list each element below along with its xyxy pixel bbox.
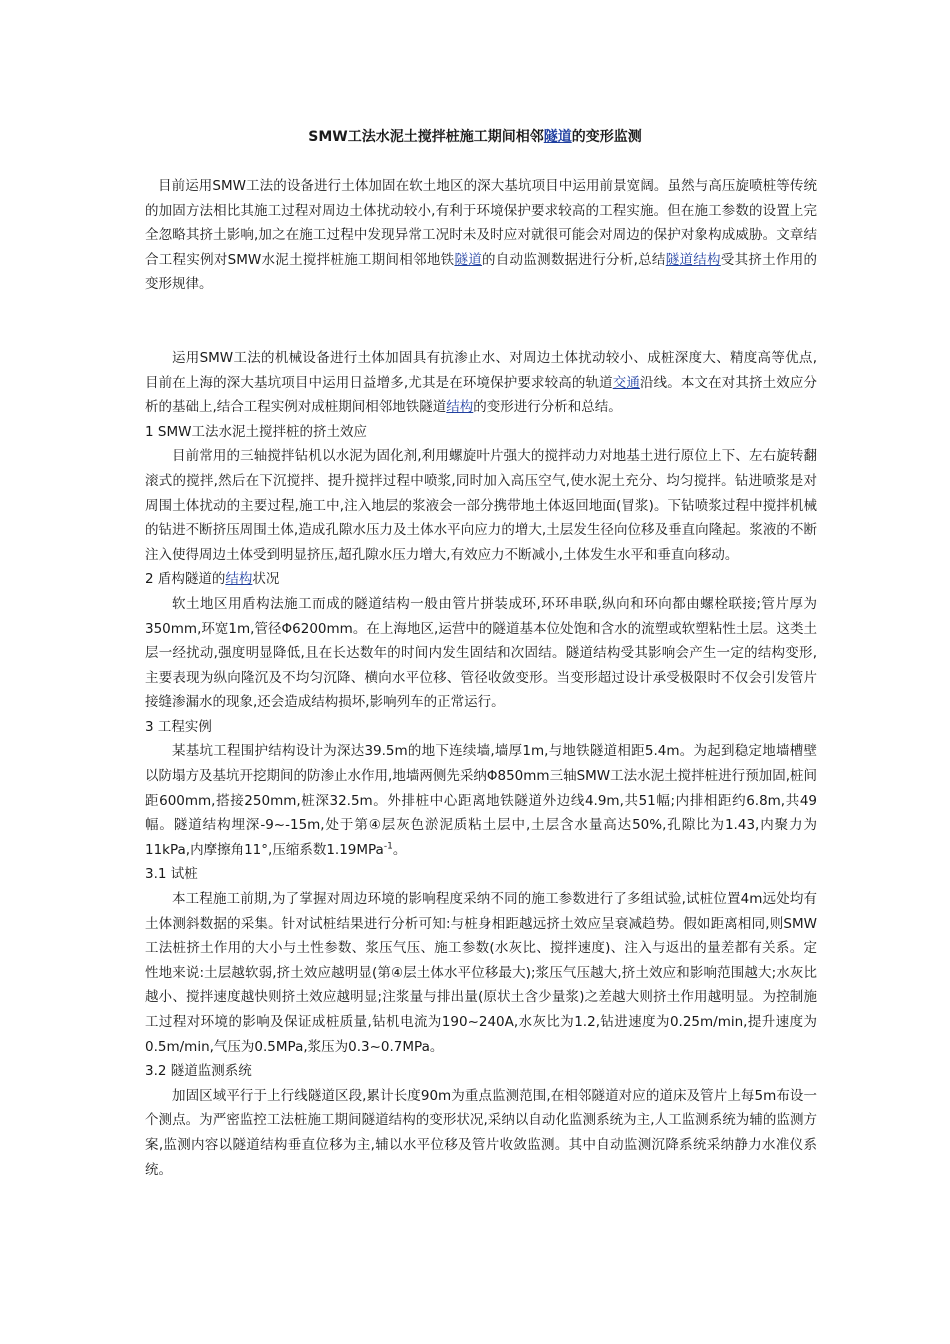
link-tunnel-structure[interactable]: 隧道结构	[665, 251, 721, 268]
section-3-2-heading: 3.2 隧道监测系统	[145, 1063, 252, 1080]
title-text-pre: SMW工法水泥土搅拌桩施工期间相邻	[308, 129, 544, 145]
link-structure[interactable]: 结构	[446, 399, 474, 416]
document-body	[145, 174, 817, 1182]
section-1-body: 目前常用的三轴搅拌钻机以水泥为固化剂,利用螺旋叶片强大的搅拌动力对地基土进行原位上下、左右旋转翻滚式的搅拌,然后在下沉搅拌、提升搅拌过程中喷浆,同时加入高压空气,使水泥土充分、均匀搅拌。钻进喷浆是对周围土体扰动的主要过程,施工中,注入地层的浆液会一部分携带地土体返回地面(冒浆)。下钻喷浆过程中搅拌机械的钻进不断挤压周围土体,造成孔隙水压力及土体水平向应力的增大,土层发生径向位移及垂直向隆起。浆液的不断注入使得周边土体受到明显挤压,超孔隙水压力增大,有效应力不断减小,土体发生水平和垂直向移动。	[145, 448, 817, 563]
section-3-2-body: 加固区域平行于上行线隧道区段,累计长度90m为重点监测范围,在相邻隧道对应的道床及管片上每5m布设一个测点。为严密监控工法桩施工期间隧道结构的变形状况,采纳以自动化监测系统为主,人工监测系统为辅的监测方案,监测内容以隧道结构垂直位移为主,辅以水平位移及管片收敛监测。其中自动监测沉降系统采纳静力水准仪系统。	[145, 1087, 817, 1178]
section-3-1-body: 本工程施工前期,为了掌握对周边环境的影响程度采纳不同的施工参数进行了多组试验,试桩位置4m远处均有土体测斜数据的采集。针对试桩结果进行分析可知:与桩身相距越远挤土效应呈衰减趋势。假如距离相同,则SMW工法桩挤土作用的大小与土性参数、浆压气压、施工参数(水灰比、搅拌速度)、注入与返出的量差都有关系。定性地来说:土层越软弱,挤土效应越明显(第④层土体水平位移最大);浆压气压越大,挤土效应和影响范围越大;水灰比越小、搅拌速度越快则挤土效应越明显;注浆量与排出量(原状土含少量浆)之差越大则挤土作用越明显。为控制施工过程对环境的影响及保证成桩质量,钻机电流为190~240A,水灰比为1.2,钻进速度为0.25m/min,提升速度为0.5m/min,气压为0.5MPa,浆压为0.3~0.7MPa。	[145, 891, 817, 1055]
link-structure-heading[interactable]: 结构	[225, 571, 253, 588]
section-3-1-heading: 3.1 试桩	[145, 866, 198, 883]
section-3-body: 某基坑工程围护结构设计为深达39.5m的地下连续墙,墙厚1m,与地铁隧道相距5.4m。为起到稳定地墙槽壁以防塌方及基坑开挖期间的防渗止水作用,地墙两侧先采纳Φ850mm三轴SMW工法水泥土搅拌桩进行预加固,桩间距600mm,搭接250mm,桩深32.5m。外排桩中心距离地铁隧道外边线4.9m,共51幅;内排相距约6.8m,共49幅。隧道结构埋深-9~-15m,处于第④层灰色淤泥质粘土层中,土层含水量高达50%,孔隙比为1.43,内聚力为11kPa,内摩擦角11°,压缩系数1.19MPa$^{-1}$。	[145, 743, 817, 858]
section-2-body: 软土地区用盾构法施工而成的隧道结构一般由管片拼装成环,环环串联,纵向和环向都由螺栓联接;管片厚为350mm,环宽1m,管径Φ6200mm。在上海地区,运营中的隧道基本位处饱和含水的流塑或软塑粘性土层。这类土层一经扰动,强度明显降低,且在长达数年的时间内发生固结和次固结。隧道结构受其影响会产生一定的结构变形,主要表现为纵向隆沉及不均匀沉降、横向水平位移、管径收敛变形。当变形超过设计承受极限时不仅会引发管片接缝渗漏水的现象,还会造成结构损坏,影响列车的正常运行。	[145, 595, 817, 711]
link-traffic[interactable]: 交通	[612, 374, 640, 391]
section-2-heading: 2 盾构隧道的结构状况	[145, 571, 280, 588]
superscript: -1	[383, 841, 393, 852]
spacer	[145, 297, 817, 346]
section-1-heading: 1 SMW工法水泥土搅拌桩的挤土效应	[145, 423, 367, 440]
link-tunnel[interactable]: 隧道	[454, 251, 482, 268]
document-title	[0, 125, 950, 149]
title-link-tunnel[interactable]: 隧道	[543, 129, 572, 145]
section-3-heading: 3 工程实例	[145, 718, 212, 735]
abstract-paragraph: 目前运用SMW工法的设备进行土体加固在软土地区的深大基坑项目中运用前景宽阔。虽然与高压旋喷桩等传统的加固方法相比其施工过程对周边土体扰动较小,有利于环境保护要求较高的工程实施。但在施工参数的设置上完全忽略其挤土影响,加之在施工过程中发现异常工况时未及时应对就很可能会对周边的保护对象构成威胁。文章结合工程实例对SMW水泥土搅拌桩施工期间相邻地铁隧道的自动监测数据进行分析,总结隧道结构受其挤土作用的变形规律。	[145, 178, 818, 293]
title-text-post: 的变形监测	[571, 129, 642, 145]
intro-paragraph: 运用SMW工法的机械设备进行土体加固具有抗渗止水、对周边土体扰动较小、成桩深度大、精度高等优点,目前在上海的深大基坑项目中运用日益增多,尤其是在环境保护要求较高的轨道交通沿线。本文在对其挤土效应分析的基础上,结合工程实例对成桩期间相邻地铁隧道结构的变形进行分析和总结。	[145, 349, 818, 416]
